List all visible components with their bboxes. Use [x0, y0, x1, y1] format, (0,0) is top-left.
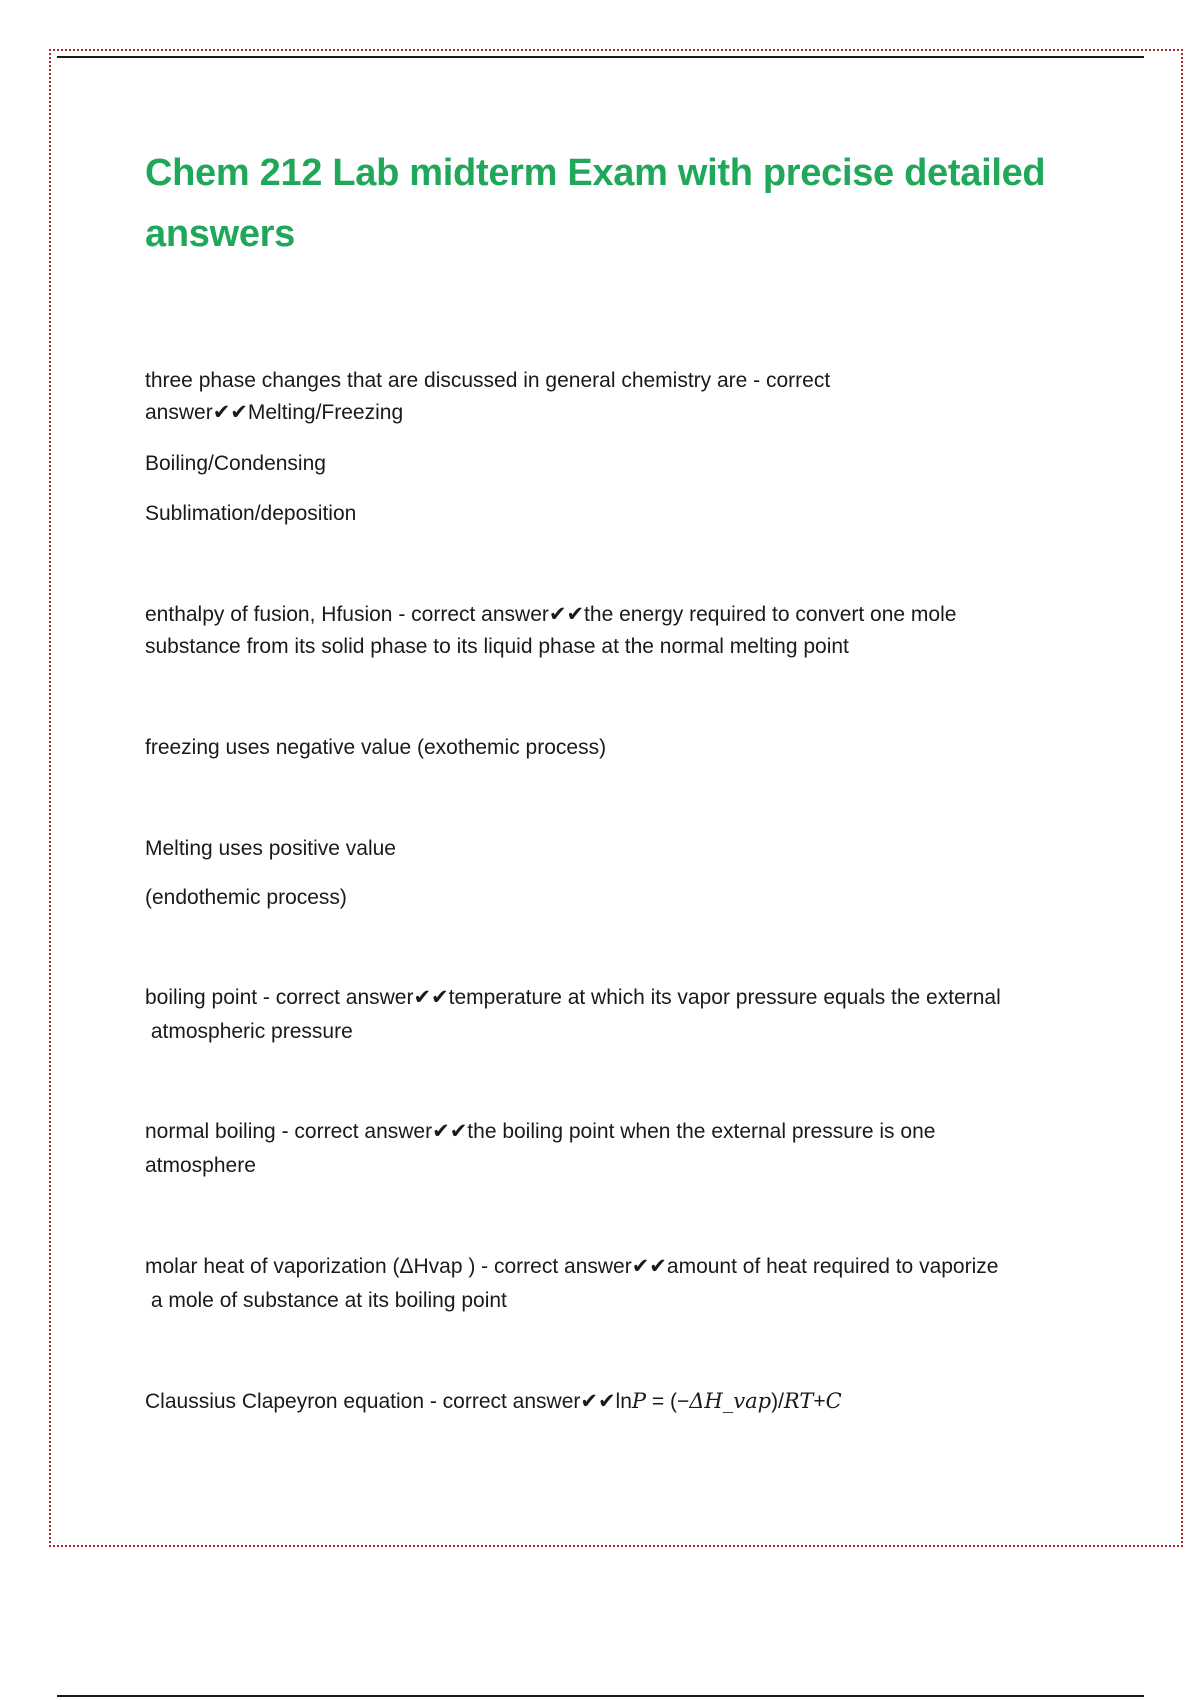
paragraph-melting-line2: (endothemic process): [145, 886, 347, 909]
paragraph-phase-changes-line1: three phase changes that are discussed in general chemistry are - correct: [145, 369, 831, 392]
paragraph-boiling-condensing: Boiling/Condensing: [145, 452, 326, 475]
paragraph-melting-line1: Melting uses positive value: [145, 837, 396, 860]
clapeyron-constant: C: [825, 1389, 842, 1413]
paragraph-heat-vaporization-line1: molar heat of vaporization (ΔHvap ) - correct answer✔✔amount of heat required to vaporize: [145, 1255, 999, 1278]
clapeyron-delta-h: ΔH_vap: [689, 1389, 772, 1413]
paragraph-normal-boiling-line2: atmosphere: [145, 1154, 256, 1177]
paragraph-boiling-point-line2: atmospheric pressure: [145, 1020, 353, 1043]
clapeyron-equals: = (−: [646, 1390, 690, 1413]
paragraph-normal-boiling-line1: normal boiling - correct answer✔✔the boiling point when the external pressure is one: [145, 1120, 936, 1143]
paragraph-sublimation: Sublimation/deposition: [145, 502, 357, 525]
clapeyron-var-p: P: [631, 1389, 647, 1413]
paragraph-heat-vaporization-line2: a mole of substance at its boiling point: [145, 1289, 507, 1312]
paragraph-boiling-point-line1: boiling point - correct answer✔✔temperature at which its vapor pressure equals the external: [145, 986, 1001, 1009]
clapeyron-rt: RT: [783, 1389, 814, 1413]
clapeyron-close: )/: [771, 1390, 784, 1413]
document-title: Chem 212 Lab midterm Exam with precise detailed answers: [145, 152, 1046, 255]
paragraph-phase-changes-line2: answer✔✔Melting/Freezing: [145, 401, 404, 424]
footer-rule: [57, 1695, 1144, 1697]
clapeyron-prefix: Claussius Clapeyron equation - correct answer✔✔ln: [145, 1390, 632, 1413]
paragraph-enthalpy-line2: substance from its solid phase to its liquid phase at the normal melting point: [145, 635, 849, 658]
header-rule: [57, 56, 1144, 58]
paragraph-clapeyron: [145, 1385, 842, 1418]
page-border: [49, 49, 1183, 1547]
clapeyron-plus: +: [813, 1390, 826, 1413]
paragraph-freezing: freezing uses negative value (exothemic process): [145, 736, 607, 759]
paragraph-enthalpy-line1: enthalpy of fusion, Hfusion - correct answer✔✔the energy required to convert one mole: [145, 603, 957, 626]
